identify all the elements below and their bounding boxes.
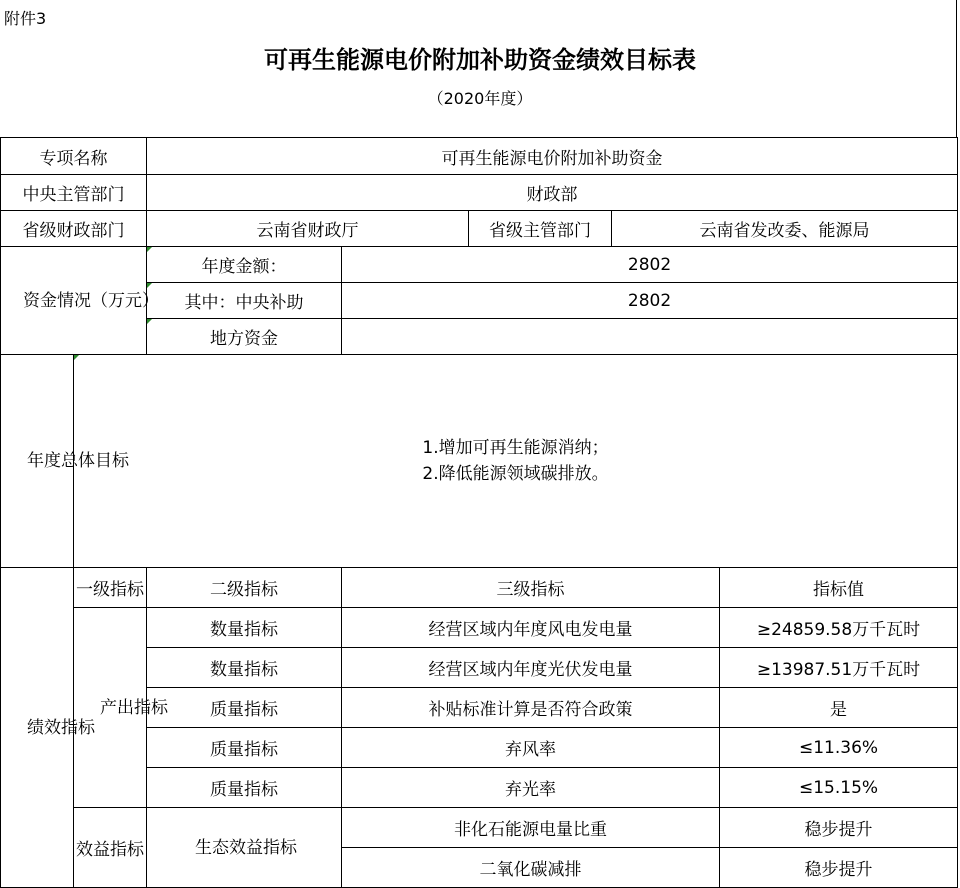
central-subsidy-label bbox=[147, 283, 342, 319]
benefit-indicator-label: 效益指标 bbox=[74, 808, 147, 888]
metric-level3: 经营区域内年度光伏发电量 bbox=[342, 648, 720, 688]
header-level2: 二级指标 bbox=[147, 568, 342, 608]
metric-row bbox=[1, 808, 958, 848]
goal-item-1: 1.增加可再生能源消纳； bbox=[422, 438, 609, 458]
metric-level2: 质量指标 bbox=[147, 768, 342, 808]
cell-marker bbox=[147, 283, 152, 288]
metric-level2: 数量指标 bbox=[147, 648, 342, 688]
cell-marker bbox=[74, 355, 79, 360]
prov-dept-value: 云南省发改委、能源局 bbox=[612, 211, 958, 247]
cell-marker bbox=[147, 247, 152, 252]
prov-finance-value: 云南省财政厅 bbox=[147, 211, 469, 247]
header-level3: 三级指标 bbox=[342, 568, 720, 608]
funds-label: 资金情况（万元） bbox=[1, 247, 147, 355]
metric-value: ≥24859.58万千瓦时 bbox=[720, 608, 958, 648]
metric-value: ≥13987.51万千瓦时 bbox=[720, 648, 958, 688]
row-goals bbox=[1, 355, 958, 568]
metric-level2: 生态效益指标 bbox=[147, 808, 342, 888]
output-indicator-label: 产出指标 bbox=[74, 608, 147, 808]
row-metrics-header bbox=[1, 568, 958, 608]
local-funds-label bbox=[147, 319, 342, 355]
central-subsidy-text: 其中：中央补助 bbox=[184, 293, 304, 313]
annual-amount-label bbox=[147, 247, 342, 283]
document-title: 可再生能源电价附加补助资金绩效目标表 bbox=[264, 46, 696, 74]
cell-marker bbox=[147, 319, 152, 324]
goals-label: 年度总体目标 bbox=[1, 355, 74, 568]
page-border bbox=[956, 0, 957, 138]
goal-item-2: 2.降低能源领域碳排放。 bbox=[422, 464, 609, 484]
prov-dept-label: 省级主管部门 bbox=[469, 211, 612, 247]
central-dept-label: 中央主管部门 bbox=[1, 175, 147, 211]
metric-level2: 数量指标 bbox=[147, 608, 342, 648]
metric-value: 是 bbox=[720, 688, 958, 728]
annual-amount-text: 年度金额： bbox=[201, 257, 287, 277]
header-level1: 一级指标 bbox=[74, 568, 147, 608]
goals-content bbox=[74, 355, 958, 568]
attachment-label: 附件3 bbox=[4, 9, 47, 28]
row-annual-amount bbox=[1, 247, 958, 283]
document-year: （2020年度） bbox=[427, 89, 533, 108]
central-subsidy-value: 2802 bbox=[342, 283, 958, 319]
row-provincial bbox=[1, 211, 958, 247]
header-value: 指标值 bbox=[720, 568, 958, 608]
metric-row bbox=[1, 608, 958, 648]
metric-level3: 补贴标准计算是否符合政策 bbox=[342, 688, 720, 728]
metric-level3: 经营区域内年度风电发电量 bbox=[342, 608, 720, 648]
metric-level2: 质量指标 bbox=[147, 728, 342, 768]
annual-amount-value: 2802 bbox=[342, 247, 958, 283]
row-central-dept bbox=[1, 175, 958, 211]
metric-value: ≤15.15% bbox=[720, 768, 958, 808]
project-value: 可再生能源电价附加补助资金 bbox=[147, 138, 958, 175]
metric-level3: 弃风率 bbox=[342, 728, 720, 768]
metric-level3: 非化石能源电量比重 bbox=[342, 808, 720, 848]
prov-finance-label: 省级财政部门 bbox=[1, 211, 147, 247]
local-funds-text: 地方资金 bbox=[210, 329, 278, 349]
metric-level2: 质量指标 bbox=[147, 688, 342, 728]
metric-value: ≤11.36% bbox=[720, 728, 958, 768]
performance-table bbox=[0, 137, 958, 888]
row-project bbox=[1, 138, 958, 175]
metric-level3: 二氧化碳减排 bbox=[342, 848, 720, 888]
metric-level3: 弃光率 bbox=[342, 768, 720, 808]
central-dept-value: 财政部 bbox=[147, 175, 958, 211]
local-funds-value bbox=[342, 319, 958, 355]
metric-value: 稳步提升 bbox=[720, 848, 958, 888]
metric-value: 稳步提升 bbox=[720, 808, 958, 848]
metrics-label: 绩效指标 bbox=[1, 568, 74, 888]
project-label: 专项名称 bbox=[1, 138, 147, 175]
